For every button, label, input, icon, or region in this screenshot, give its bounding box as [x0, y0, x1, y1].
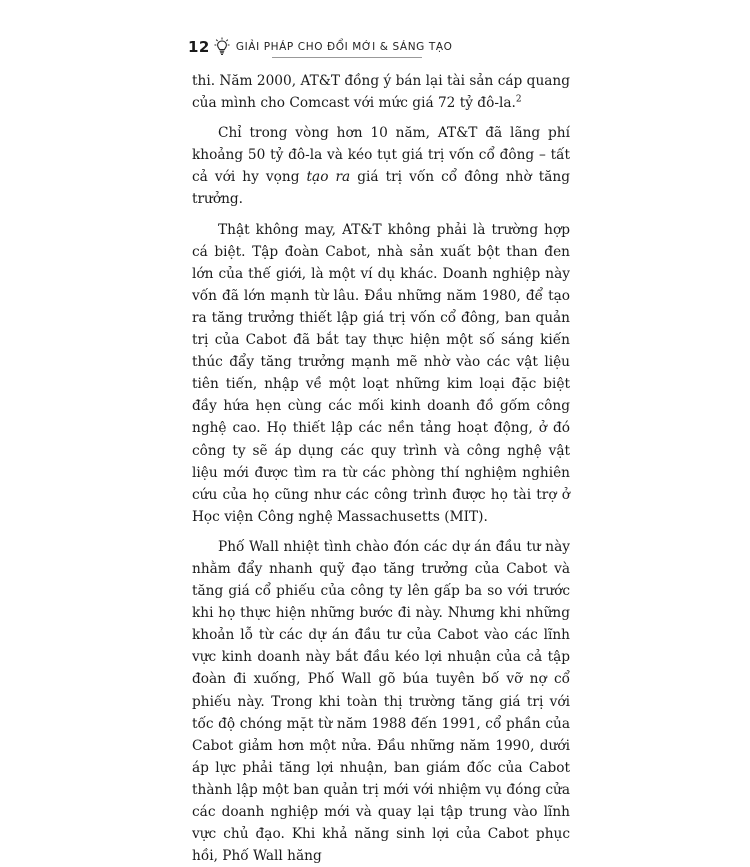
paragraph-2-text-before: Chỉ trong vòng hơn 10 năm, AT&T đã lãng phí khoảng 50 tỷ đô-la và kéo tụt giá trị vốn cổ đông – tất cả với hy vọng	[192, 125, 570, 186]
paragraph-2	[192, 122, 570, 210]
running-title: GIẢI PHÁP CHO ĐỔI MỚI & SÁNG TẠO	[235, 41, 453, 53]
paragraph-2-text-after: giá trị vốn cổ đông nhờ tăng trưởng.	[192, 169, 570, 208]
paragraph-1	[192, 70, 570, 114]
paragraph-4: Phố Wall nhiệt tình chào đón các dự án đầu tư này nhằm đẩy nhanh quỹ đạo tăng trưởng của Cabot và tăng giá cổ phiếu của công ty lên gấp ba so với trước khi họ thực hiện những bước đi này. Nhưng khi những khoản lỗ từ các dự án đầu tư của Cabot vào các lĩnh vực kinh doanh này bắt đầu kéo lợi nhuận của cả tập đoàn đi xuống, Phố Wall gõ búa tuyên bố vỡ nợ cổ phiếu này. Trong khi toàn thị trường tăng giá trị với tốc độ chóng mặt từ năm 1988 đến 1991, cổ phần của Cabot giảm hơn một nửa. Đầu những năm 1990, dưới áp lực phải tăng lợi nhuận, ban giám đốc của Cabot thành lập một ban quản trị mới với nhiệm vụ đóng cửa các doanh nghiệp mới và quay lại tập trung vào lĩnh vực chủ đạo. Khi khả năng sinh lợi của Cabot phục hồi, Phố Wall hăng	[192, 538, 570, 865]
header-rule	[272, 57, 422, 58]
paragraph-1-text: thi. Năm 2000, AT&T đồng ý bán lại tài sản cáp quang của mình cho Comcast với mức giá 72 tỷ đô-la.	[192, 73, 570, 112]
paragraph-2-emphasis: tạo ra	[306, 169, 351, 186]
body-text	[192, 70, 570, 867]
lightbulb-icon	[214, 37, 230, 57]
paragraph-3: Thật không may, AT&T không phải là trường hợp cá biệt. Tập đoàn Cabot, nhà sản xuất bột than đen lớn của thế giới, là một ví dụ khác. Doanh nghiệp này vốn đã lớn mạnh từ lâu. Đầu những năm 1980, để tạo ra tăng trưởng thiết lập giá trị vốn cổ đông, ban quản trị của Cabot đã bắt tay thực hiện một số sáng kiến thúc đẩy tăng trưởng mạnh mẽ nhờ vào các vật liệu tiên tiến, nhập về một loạt những kim loại đặc biệt đầy hứa hẹn cùng các mối kinh doanh đồ gốm công nghệ cao. Họ thiết lập các nền tảng hoạt động, ở đó công ty sẽ áp dụng các quy trình và công nghệ vật liệu mới được tìm ra từ các phòng thí nghiệm nghiên cứu của họ cũng như các công trình được họ tài trợ ở Học viện Công nghệ Massachusetts (MIT).	[192, 221, 570, 525]
page-number: 12	[188, 38, 210, 56]
footnote-marker: 2	[515, 94, 522, 105]
page-header	[188, 36, 453, 58]
